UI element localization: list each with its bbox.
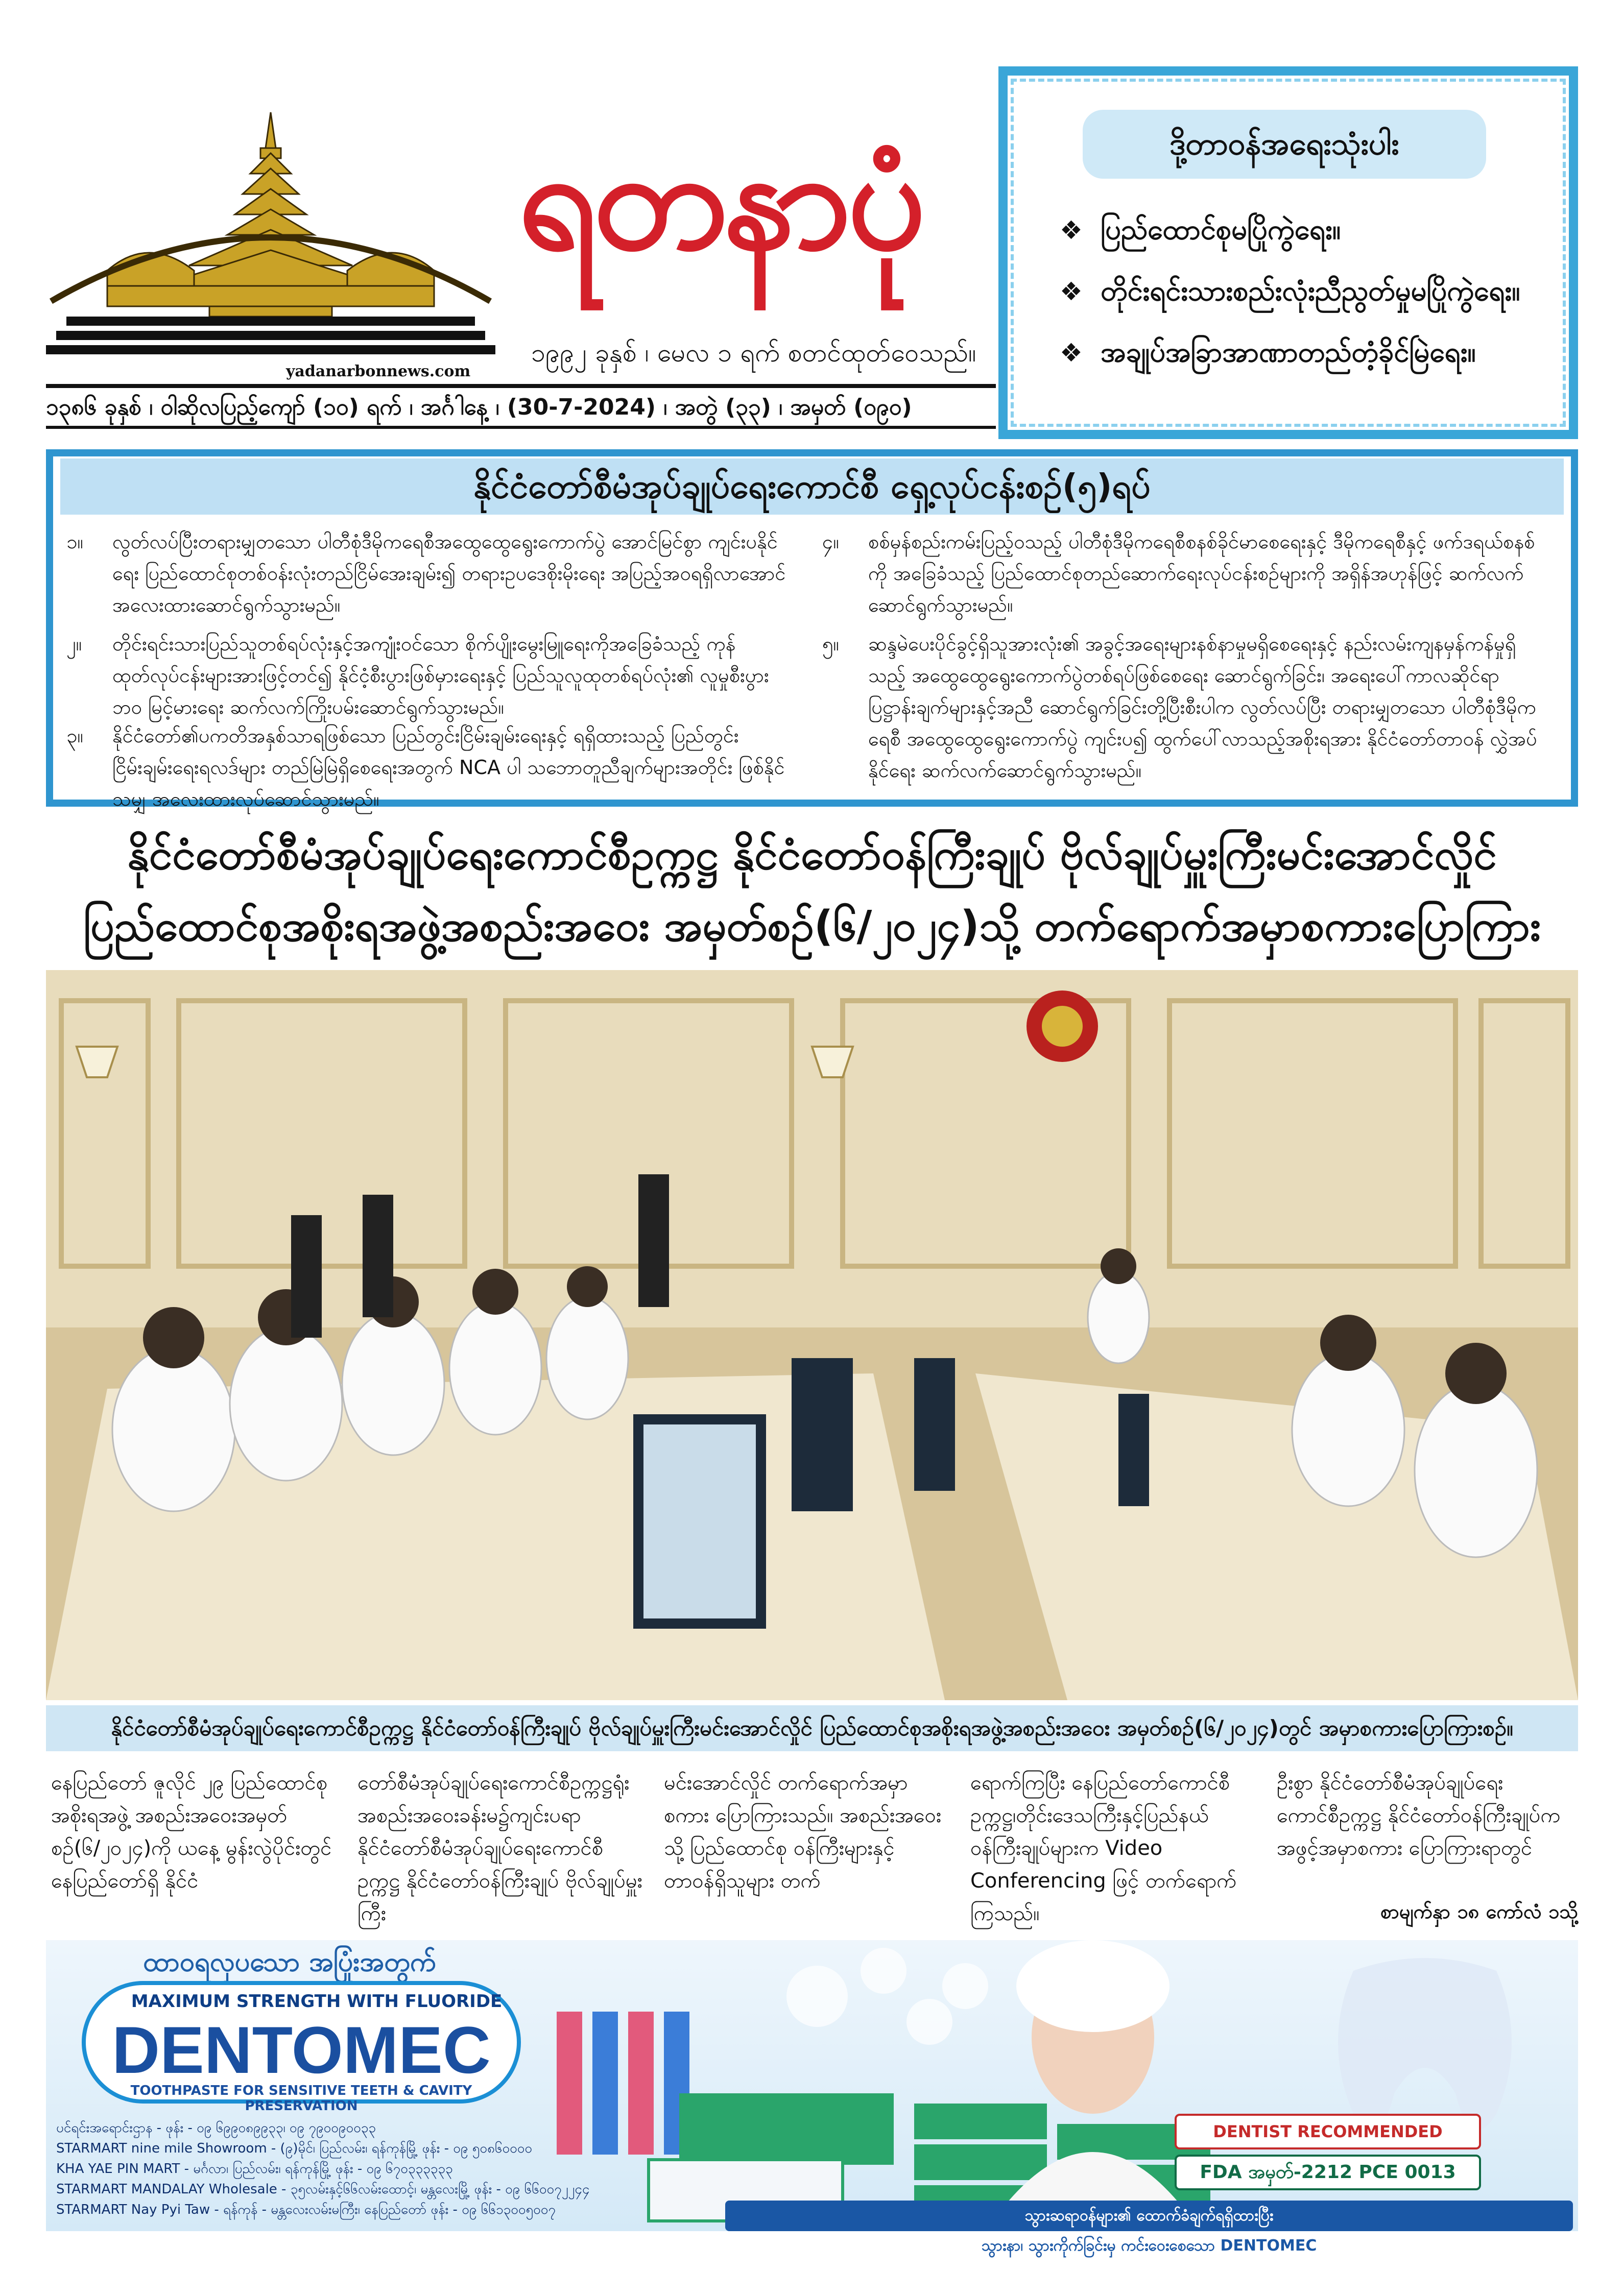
masthead-rule [46, 384, 996, 388]
slogan-item: ❖ ပြည်ထောင်စုမပြိုကွဲရေး။ [1060, 204, 1565, 255]
headline-line-2: ပြည်ထောင်စုအစိုးရအဖွဲ့အစည်းအဝေး အမှတ်စဉ်(၆/၂၀၂၄)သို့ တက်ရောက်အမှာစကားပြောကြား [83, 902, 1541, 951]
fda-number-badge: FDA အမှတ်-2212 PCE 0013 [1175, 2155, 1481, 2190]
diamond-bullet-icon: ❖ [1060, 215, 1083, 245]
ad-sub-text: TOOTHPASTE FOR SENSITIVE TEETH & CAVITY PRESERVATION [130, 2083, 472, 2114]
article-column-4: ရောက်ကြပြီး နေပြည်တော်ကောင်စီ ဥက္ကဋ္ဌ၊တိုင်းဒေသကြီးနှင့်ပြည်နယ်ဝန်ကြီးချုပ်များက Video Conferencing ဖြင့် တက်ရောက်ကြသည်။ [970, 1771, 1237, 1925]
ad-strength-text: MAXIMUM STRENGTH WITH FLUORIDE [131, 1991, 503, 2012]
slogan-item: ❖ အချုပ်အခြာအာဏာတည်တံ့ခိုင်မြဲရေး။ [1060, 327, 1565, 378]
objective-item: ၁။ လွတ်လပ်ပြီးတရားမျှတသော ပါတီစုံဒီမိုကရေစီအထွေထွေရွေးကောက်ပွဲ အောင်မြင်စွာ ကျင်းပနိုင်ရေး ပြည်ထောင်စုတစ်ဝန်းလုံးတည်ငြိမ်အေးချမ်း၍ တရားဥပဒေစိုးမိုးရေး အပြည့်အဝရရှိလာအောင် အလေးထားဆောင်ရွက်သွားမည်။ [66, 530, 786, 616]
ad-contact: STARMART nine mile Showroom - (၉)မိုင်၊ ပြည်လမ်း၊ ရန်ကုန်မြို့ ဖုန်း - ၀၉ ၅၀၈၆၀၀၀၀ [56, 2141, 533, 2156]
dentist-recommended-badge: DENTIST RECOMMENDED [1175, 2114, 1481, 2149]
article-column-3: မင်းအောင်လှိုင် တက်ရောက်အမှာစကား ပြောကြားသည်။ အစည်းအဝေးသို့ ပြည်ထောင်စု ဝန်ကြီးများနှင့် တာဝန်ရှိသူများ တက် [664, 1771, 942, 1893]
objective-item: ၂။ တိုင်းရင်းသားပြည်သူတစ်ရပ်လုံးနှင့်အကျုံးဝင်သော စိုက်ပျိုးမွေးမြူရေးကိုအခြေခံသည့် ကုန်ထုတ်လုပ်ငန်းများအားဖြင့်တင်၍ နိုင်ငံ့စီးပွားဖြစ်မှားရေးနှင့် ပြည်သူလူထုတစ်ရပ်လုံး၏ လူမှုစီးပွားဘဝ မြင့်မားရေး ဆက်လက်ကြိုးပမ်းဆောင်ရွက်သွားမည်။ [66, 633, 769, 718]
photo-caption: နိုင်ငံတော်စီမံအုပ်ချုပ်ရေးကောင်စီဥက္ကဋ္ဌ နိုင်ငံတော်ဝန်ကြီးချုပ် ဗိုလ်ချုပ်မှူးကြီးမင်းအောင်လှိုင် ပြည်ထောင်စုအစိုးရအဖွဲ့အစည်းအဝေး အမှတ်စဉ်(၆/၂၀၂၄)တွင် အမှာစကားပြောကြားစဉ်။ [46, 1705, 1578, 1751]
meeting-photo [46, 970, 1578, 1700]
paper-title: ရတနာပုံ [518, 118, 922, 280]
article-column-2: တော်စီမံအုပ်ချုပ်ရေးကောင်စီဥက္ကဋ္ဌရုံး အစည်းအဝေးခန်းမ၌ကျင်းပရာ နိုင်ငံတော်စီမံအုပ်ချုပ်ရေးကောင်စီ ဥက္ကဋ္ဌ နိုင်ငံတော်ဝန်ကြီးချုပ် ဗိုလ်ချုပ်မှူးကြီး [357, 1771, 642, 1925]
ad-brand-name: DENTOMEC [112, 2013, 491, 2087]
ad-tagline: ထာဝရလှပသော အပြုံးအတွက် [143, 1947, 436, 1977]
ad-contact: STARMART MANDALAY Wholesale - ၃၅လမ်းနှင့်၆၆လမ်းထောင့်၊ မန္တလေးမြို့ ဖုန်း - ၀၉ ၆၆၀၀၇၂၂၄၄ [56, 2182, 590, 2197]
masthead-rule-bottom [46, 426, 996, 429]
objective-item: ၄။ စစ်မှန်စည်းကမ်းပြည့်ဝသည့် ပါတီစုံဒီမိုကရေစီစနစ်ခိုင်မာစေရေးနှင့် ဒီမိုကရေစီနှင့် ဖက်ဒရယ်စနစ်ကို အခြေခံသည့် ပြည်ထောင်စုတည်ဆောက်ရေးလုပ်ငန်းစဉ်များကို အရှိန်အဟုန်ဖြင့် ဆက်လက်ဆောင်ရွက်သွားမည်။ [822, 530, 1535, 616]
ad-bottom-banner: သွားဆရာဝန်များ၏ ထောက်ခံချက်ရရှိထားပြီး [725, 2201, 1573, 2231]
palace-emblem-logo [46, 102, 495, 368]
objectives-title: နိုင်ငံတော်စီမံအုပ်ချုပ်ရေးကောင်စီ ရှေ့လုပ်ငန်းစဉ်(၅)ရပ် [60, 458, 1564, 515]
ad-contact: STARMART Nay Pyi Taw - ရန်ကုန် - မန္တလေးလမ်းမကြီး၊ နေပြည်တော် ဖုန်း - ၀၉ ၆၆၁၃၀၀၅၀၀၇ [56, 2202, 556, 2217]
article-column-5: ဦးစွာ နိုင်ငံတော်စီမံအုပ်ချုပ်ရေးကောင်စီဥက္ကဋ္ဌ နိုင်ငံတော်ဝန်ကြီးချုပ်က အဖွင့်အမှာစကား ပြောကြားရာတွင် [1277, 1771, 1561, 1860]
issue-date-line: ၁၃၈၆ ခုနှစ် ၊ ဝါဆိုလပြည့်ကျော် (၁၀) ရက် ၊ အင်္ဂါနေ့ ၊ (30-7-2024) ၊ အတွဲ (၃၃) ၊ အမှတ် (၀၉၀) [46, 394, 912, 420]
diamond-bullet-icon: ❖ [1060, 277, 1083, 306]
headline-line-1: နိုင်ငံတော်စီမံအုပ်ချုပ်ရေးကောင်စီဥက္ကဋ္ဌ နိုင်ငံတော်ဝန်ကြီးချုပ် ဗိုလ်ချုပ်မှူးကြီးမင်းအောင်လှိုင် [127, 831, 1497, 879]
site-url[interactable]: yadanarbonnews.com [286, 362, 471, 380]
ad-contact: KHA YAE PIN MART - မင်္ဂလာ၊ ပြည်လမ်း၊ ရန်ကုန်မြို့ ဖုန်း - ၀၉ ၆၇၀၃၃၃၃၃၃ [56, 2161, 453, 2177]
ad-contact: ပင်ရင်းအရောင်းဌာန - ဖုန်း - ၀၉ ၆၉၉၀၈၉၉၃၃၊ ၀၉ ၇၉၀၀၉၀၀၃၃ [56, 2120, 376, 2136]
founded-line: ၁၉၉၂ ခုနှစ် ၊ မေလ ၁ ရက် စတင်ထုတ်ဝေသည်။ [531, 338, 976, 368]
diamond-bullet-icon: ❖ [1060, 338, 1083, 368]
article-column-1: နေပြည်တော် ဇူလိုင် ၂၉ ပြည်ထောင်စုအစိုးရအဖွဲ့ အစည်းအဝေးအမှတ်စဉ်(၆/၂၀၂၄)ကို ယနေ့ မွန်းလွဲပိုင်းတွင် နေပြည်တော်ရှိ နိုင်ငံ [51, 1771, 332, 1893]
slogan-item: ❖ တိုင်းရင်းသားစည်းလုံးညီညွတ်မှုမပြိုကွဲရေး။ [1060, 265, 1565, 317]
objective-item: ၅။ ဆန္ဒမဲပေးပိုင်ခွင့်ရှိသူအားလုံး၏ အခွင့်အရေးများနစ်နာမှုမရှိစေရေးနှင့် နည်းလမ်းကျနမှန်ကန်မှုရှိသည့် အထွေထွေရွေးကောက်ပွဲတစ်ရပ်ဖြစ်စေရေး ဆောင်ရွက်ခြင်း၊ အရေးပေါ်ကာလဆိုင်ရာ ပြဋ္ဌာန်းချက်များနှင့်အညီ ဆောင်ရွက်ခြင်းတို့ပြီးစီးပါက လွတ်လပ်ပြီး တရားမျှတသော ပါတီစုံဒီမိုကရေစီ အထွေထွေရွေးကောက်ပွဲ ကျင်းပ၍ ထွက်ပေါ်လာသည့်အစိုးရအား နိုင်ငံတော်တာဝန် လွှဲအပ်နိုင်ရေး ဆက်လက်ဆောင်ရွက်သွားမည်။ [822, 633, 1537, 782]
continued-page-ref[interactable]: စာမျက်နှာ ၁၈ ကော်လံ ၁သို့ [1380, 1900, 1578, 1923]
objective-item: ၃။ နိုင်ငံတော်၏ပကတိအနှစ်သာရဖြစ်သော ပြည်တွင်းငြိမ်းချမ်းရေးနှင့် ရရှိထားသည့် ပြည်တွင်းငြိမ်းချမ်းရေးရလဒ်များ တည်မြဲမြဲရှိစေရေးအတွက် NCA ပါ သဘောတူညီချက်များအတိုင်း ဖြစ်နိုင်သမျှ အလေးထားလုပ်ဆောင်သွားမည်။ [66, 724, 785, 810]
slogan-title: ဒို့တာဝန်အရေးသုံးပါး [1083, 110, 1486, 179]
ad-bottom-banner-2: သွားနာ၊ သွားကိုက်ခြင်းမှ ကင်းဝေးစေသော DENTOMEC [981, 2237, 1317, 2255]
